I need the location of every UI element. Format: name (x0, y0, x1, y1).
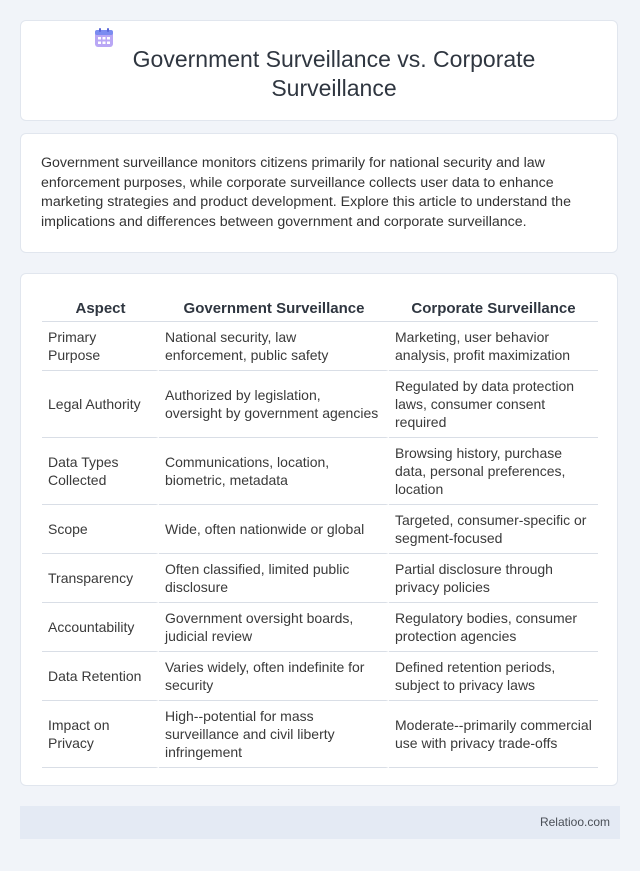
table-cell-aspect: Primary Purpose (42, 322, 159, 371)
table-cell-corporate: Targeted, consumer-specific or segment-focused (389, 505, 598, 554)
table-row (42, 505, 598, 554)
table-row (42, 554, 598, 603)
table-cell-government: Often classified, limited public disclosure (159, 554, 389, 603)
table-cell-government: Varies widely, often indefinite for security (159, 652, 389, 701)
table-cell-aspect: Data Types Collected (42, 438, 159, 505)
table-cell-aspect: Legal Authority (42, 371, 159, 438)
table-cell-corporate: Partial disclosure through privacy policies (389, 554, 598, 603)
table-cell-government: Communications, location, biometric, metadata (159, 438, 389, 505)
table-row (42, 701, 598, 768)
footer-bar (20, 806, 620, 839)
table-cell-corporate: Marketing, user behavior analysis, profit maximization (389, 322, 598, 371)
table-cell-aspect: Accountability (42, 603, 159, 652)
table-cell-aspect: Transparency (42, 554, 159, 603)
table-cell-government: Government oversight boards, judicial review (159, 603, 389, 652)
table-cell-corporate: Regulated by data protection laws, consumer consent required (389, 371, 598, 438)
column-header-government: Government Surveillance (159, 296, 389, 322)
table-cell-aspect: Scope (42, 505, 159, 554)
table-header-row (42, 296, 598, 322)
table-cell-corporate: Browsing history, purchase data, personal preferences, location (389, 438, 598, 505)
table-cell-corporate: Regulatory bodies, consumer protection agencies (389, 603, 598, 652)
table-row (42, 603, 598, 652)
table-cell-government: Authorized by legislation, oversight by government agencies (159, 371, 389, 438)
column-header-aspect: Aspect (42, 296, 159, 322)
table-row (42, 322, 598, 371)
intro-card (20, 133, 618, 253)
column-header-corporate: Corporate Surveillance (389, 296, 598, 322)
table-cell-government: High--potential for mass surveillance and civil liberty infringement (159, 701, 389, 768)
footer-brand: Relatioo.com (539, 815, 610, 829)
table-row (42, 371, 598, 438)
table-row (42, 652, 598, 701)
table-row (42, 438, 598, 505)
table-cell-government: Wide, often nationwide or global (159, 505, 389, 554)
intro-paragraph: Government surveillance monitors citizens primarily for national security and law enforcement purposes, while corporate surveillance collects user data to enhance marketing strategies and product development. Explore this article to understand the implications and differences between government and corporate surveillance. (41, 155, 571, 230)
comparison-table-card (20, 273, 618, 786)
table-cell-government: National security, law enforcement, public safety (159, 322, 389, 371)
table-cell-corporate: Defined retention periods, subject to privacy laws (389, 652, 598, 701)
comparison-table (42, 296, 598, 768)
table-cell-corporate: Moderate--primarily commercial use with privacy trade-offs (389, 701, 598, 768)
table-cell-aspect: Impact on Privacy (42, 701, 159, 768)
table-cell-aspect: Data Retention (42, 652, 159, 701)
page-title: Government Surveillance vs. Corporate Surveillance (132, 46, 536, 101)
title-card (20, 20, 618, 121)
